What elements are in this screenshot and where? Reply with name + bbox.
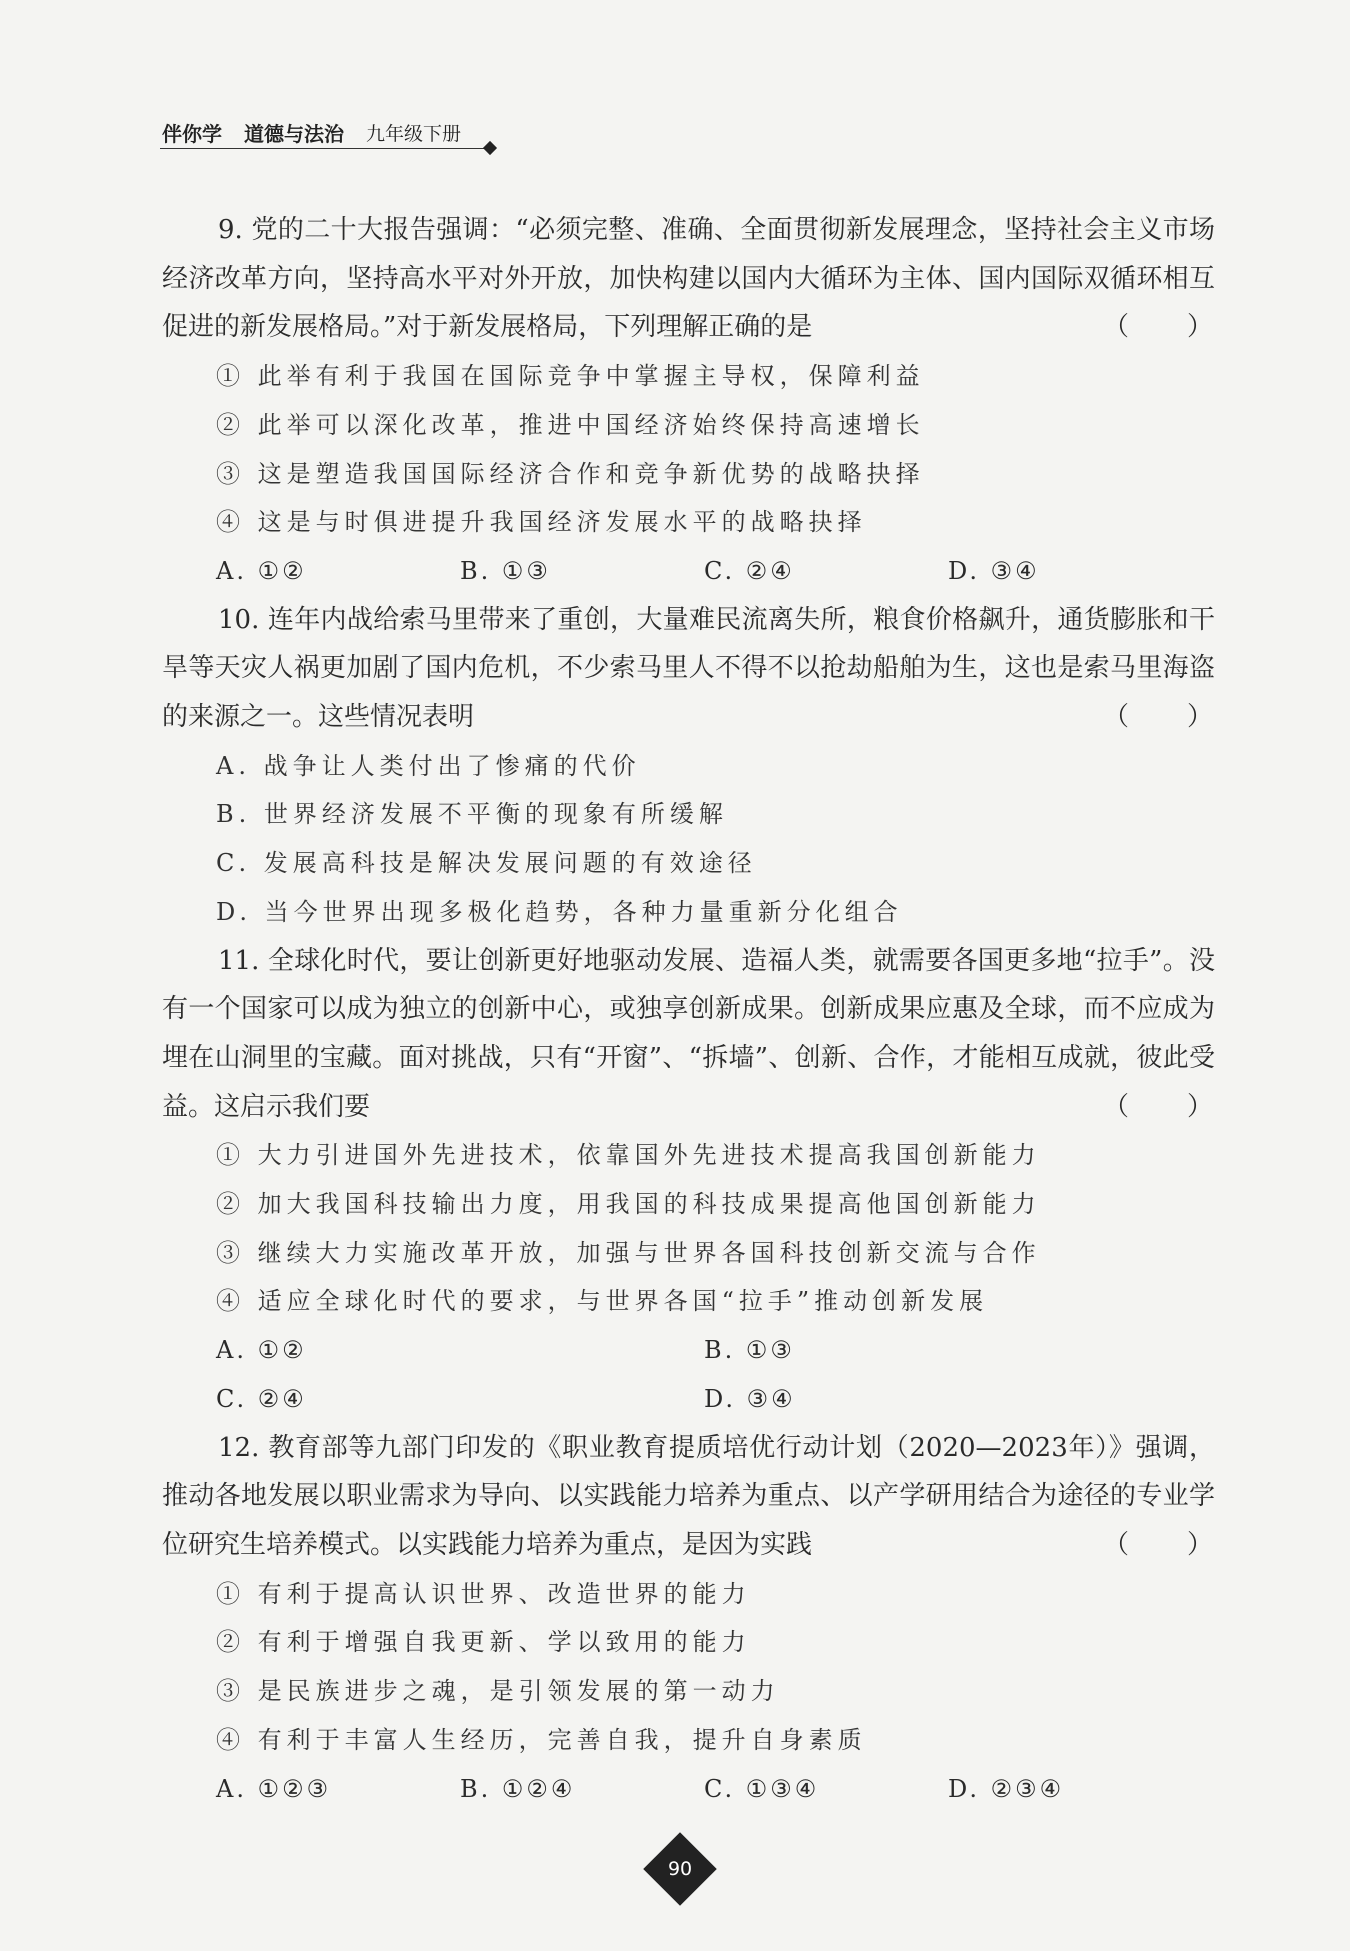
option-item: ① 有利于提高认识世界、改造世界的能力 xyxy=(216,1579,751,1608)
choice-c: C. ①③④ xyxy=(704,1774,820,1803)
question-stem: 12. 教育部等九部门印发的《职业教育提质培优行动计划（2020—2023年）》强调，推动各地发展以职业需求为导向、以实践能力培养为重点、以产学研用结合为途径的专业学位研究生培养模式。以实践能力培养为重点，是因为实践 （ ） xyxy=(162,1424,1215,1570)
running-header xyxy=(162,118,461,147)
choice-b: B. ①③ xyxy=(460,556,551,585)
option-item: A. 战争让人类付出了惨痛的代价 xyxy=(216,751,641,780)
answer-blank: （ ） xyxy=(1102,702,1215,733)
page-number-badge xyxy=(643,1832,717,1906)
header-rule xyxy=(160,148,490,149)
choice-d: D. ③④ xyxy=(948,556,1040,585)
choice-c: C. ②④ xyxy=(704,556,795,585)
choice-a: A. ①② xyxy=(216,1336,307,1365)
option-item: C. 发展高科技是解决发展问题的有效途径 xyxy=(216,849,757,878)
question-9 xyxy=(162,206,1215,596)
option-item: ② 有利于增强自我更新、学以致用的能力 xyxy=(216,1628,751,1657)
subject-name: 道德与法治 xyxy=(244,122,344,146)
option-item: ④ 适应全球化时代的要求，与世界各国“拉手”推动创新发展 xyxy=(216,1287,989,1316)
option-item: ① 大力引进国外先进技术，依靠国外先进技术提高我国创新能力 xyxy=(216,1141,1041,1170)
option-item: ② 加大我国科技输出力度，用我国的科技成果提高他国创新能力 xyxy=(216,1190,1041,1219)
question-stem: 9. 党的二十大报告强调：“必须完整、准确、全面贯彻新发展理念，坚持社会主义市场经济改革方向，坚持高水平对外开放，加快构建以国内大循环为主体、国内国际双循环相互促进的新发展格局。”对于新发展格局，下列理解正确的是 （ ） xyxy=(162,206,1215,352)
option-item: ① 此举有利于我国在国际竞争中掌握主导权，保障利益 xyxy=(216,362,925,391)
answer-blank: （ ） xyxy=(1102,1529,1215,1560)
grade-name: 九年级下册 xyxy=(366,123,462,145)
question-12 xyxy=(162,1424,1215,1814)
option-item: ③ 这是塑造我国国际经济合作和竞争新优势的战略抉择 xyxy=(216,459,925,488)
question-10 xyxy=(162,596,1215,937)
option-item: D. 当今世界出现多极化趋势，各种力量重新分化组合 xyxy=(216,897,903,926)
question-11 xyxy=(162,937,1215,1424)
option-item: ④ 这是与时俱进提升我国经济发展水平的战略抉择 xyxy=(216,508,867,537)
page-number: 90 xyxy=(667,1858,693,1880)
option-item: ③ 继续大力实施改革开放，加强与世界各国科技创新交流与合作 xyxy=(216,1238,1041,1267)
option-item: ② 此举可以深化改革，推进中国经济始终保持高速增长 xyxy=(216,410,925,439)
choice-d: D. ③④ xyxy=(704,1384,796,1413)
choice-row xyxy=(162,547,1215,596)
choice-b: B. ①③ xyxy=(704,1336,795,1365)
option-item: ④ 有利于丰富人生经历，完善自我，提升自身素质 xyxy=(216,1725,867,1754)
question-stem: 11. 全球化时代，要让创新更好地驱动发展、造福人类，就需要各国更多地“拉手”。没有一个国家可以成为独立的创新中心，或独享创新成果。创新成果应惠及全球，而不应成为埋在山洞里的宝藏。面对挑战，只有“开窗”、“拆墙”、创新、合作，才能相互成就，彼此受益。这启示我们要 （ ） xyxy=(162,937,1215,1132)
choice-c: C. ②④ xyxy=(216,1384,307,1413)
choice-row xyxy=(162,1765,1215,1814)
answer-blank: （ ） xyxy=(1102,312,1215,343)
diamond-icon xyxy=(483,141,497,155)
choice-row xyxy=(162,1326,1215,1423)
choice-b: B. ①②④ xyxy=(460,1774,576,1803)
choice-a: A. ①② xyxy=(216,556,307,585)
option-item: B. 世界经济发展不平衡的现象有所缓解 xyxy=(216,800,728,829)
question-stem: 10. 连年内战给索马里带来了重创，大量难民流离失所，粮食价格飙升，通货膨胀和干旱等天灾人祸更加剧了国内危机，不少索马里人不得不以抢劫船舶为生，这也是索马里海盗的来源之一。这些情况表明 （ ） xyxy=(162,596,1215,742)
answer-blank: （ ） xyxy=(1102,1091,1215,1122)
option-item: ③ 是民族进步之魂，是引领发展的第一动力 xyxy=(216,1677,780,1706)
series-name: 伴你学 xyxy=(162,122,222,146)
question-list xyxy=(162,206,1215,1813)
choice-a: A. ①②③ xyxy=(216,1774,332,1803)
choice-d: D. ②③④ xyxy=(948,1774,1065,1803)
